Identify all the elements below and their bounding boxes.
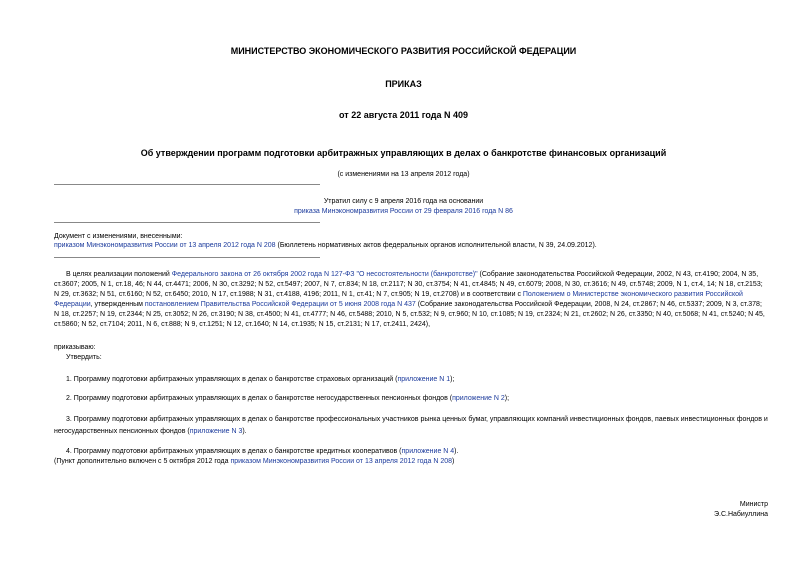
document-type: ПРИКАЗ (385, 79, 422, 89)
document-title: Об утверждении программ подготовки арбитражных управляющих в делах о банкротстве финансовых организаций (140, 148, 667, 158)
list-item (66, 394, 509, 403)
preamble-paragraph (54, 270, 768, 330)
signatory-name: Э.С.Набиуллина (713, 511, 768, 518)
divider (54, 222, 320, 223)
appendix-3-link[interactable]: приложение N 3 (189, 428, 243, 435)
changes-source: (Бюллетень нормативных актов федеральных органов исполнительной власти, N 39, 24.09.2012). (275, 242, 597, 249)
note-tail: ) (452, 458, 455, 465)
changes-line (54, 241, 597, 250)
preamble-text: (Собрание законодательства Российской Федерации, 2002, N 43, ст.4190; 2004, N 35, ст.3607; 2005, N 1, ст.18, 46; N 44, ст.4471; 2006, N 30, ст.3292; N 52, ст.5497; 2007, N 7, ст.834; N 18, ст.2117; N 30, ст.3754; N 41, ст.4845; N 49, ст.6079; 2008, N 30, ст.3616; N 49, ст.5748; 2009, N 1, ст.4, 14; N 18, ст.2153; N 29, ст.3632; N 51, ст.6160; N 52, ст.6450; 2010, N 17, ст.1988; N 31, ст.4188, 4196; 2011, N 1, ст.41; N 7, ст.905; N 19, ст.2708) и в соответствии с (54, 271, 763, 298)
item-text: 3. Программу подготовки арбитражных управляющих в делах о банкротстве профессиональных участников рынка ценных бумаг, управляющих компаний инвестиционных фондов, паевых инвестиционных фондов и негосударственных пенсионных фондов ( (54, 416, 768, 435)
repeal-note: Утратил силу с 9 апреля 2016 года на основании (323, 198, 484, 205)
approve-word: Утвердить: (66, 354, 102, 361)
item-tail: ); (504, 395, 510, 402)
list-item (66, 375, 454, 384)
appendix-2-link[interactable]: приложение N 2 (452, 395, 505, 402)
appendix-4-link[interactable]: приложение N 4 (401, 448, 455, 455)
repeal-order-link[interactable]: приказа Минэкономразвития России от 29 февраля 2016 года N 86 (294, 208, 513, 215)
item4-note (54, 457, 454, 466)
preamble-text: , утвержденным (90, 301, 145, 308)
list-item (66, 447, 458, 456)
changes-label: Документ с изменениями, внесенными: (54, 233, 183, 240)
item-tail: ). (242, 428, 247, 435)
signatory-position: Министр (739, 501, 768, 508)
date-number: от 22 августа 2011 года N 409 (339, 110, 468, 120)
ministry-regulation-link[interactable]: Положением о Министерстве экономического развития Российской Федерации (54, 291, 743, 308)
government-resolution-link[interactable]: постановлением Правительства Российской Федерации от 5 июня 2008 года N 437 (144, 301, 416, 308)
divider (54, 184, 320, 185)
order-word: приказываю: (54, 344, 96, 351)
note-text: (Пункт дополнительно включен с 5 октября 2012 года (54, 458, 231, 465)
item-text: 2. Программу подготовки арбитражных управляющих в делах о банкротстве негосударственных пенсионных фондов ( (66, 395, 453, 402)
item-tail: ). (454, 448, 459, 455)
amending-order-link[interactable]: приказом Минэкономразвития России от 13 апреля 2012 года N 208 (230, 458, 452, 465)
federal-law-link[interactable]: Федерального закона от 26 октября 2002 года N 127-ФЗ "О несостоятельности (банкротстве)" (171, 271, 478, 278)
appendix-1-link[interactable]: приложение N 1 (397, 376, 451, 383)
list-item (54, 414, 770, 438)
item-tail: ); (450, 376, 455, 383)
ministry-heading: МИНИСТЕРСТВО ЭКОНОМИЧЕСКОГО РАЗВИТИЯ РОССИЙСКОЙ ФЕДЕРАЦИИ (230, 46, 577, 56)
item-text: 1. Программу подготовки арбитражных управляющих в делах о банкротстве страховых организаций ( (66, 376, 398, 383)
amendments-note: (с изменениями на 13 апреля 2012 года) (337, 171, 470, 178)
changes-order-link[interactable]: приказом Минэкономразвития России от 13 апреля 2012 года N 208 (54, 242, 276, 249)
preamble-text: (Собрание законодательства Российской Федерации, 2008, N 24, ст.2867; N 46, ст.5337; 2009, N 3, ст.378; N 18, ст.2257; N 19, ст.2344; N 25, ст.3052; N 26, ст.3190; N 38, ст.4500; N 41, ст.4777; N 46, ст.5488; 2010, N 5, ст.532; N 9, ст.960; N 10, ст.1085; N 19, ст.2324; N 21, ст.2602; N 26, ст.3350; N 40, ст.5068; N 41, ст.5240; N 45, ст.5860; N 52, ст.7104; 2011, N 6, ст.888; N 9, ст.1251; N 12, ст.1640; N 14, ст.1935; N 15, ст.2131; N 17, ст.2411, 2424), (54, 301, 765, 328)
preamble-text: В целях реализации положений (66, 271, 172, 278)
divider (54, 257, 320, 258)
item-text: 4. Программу подготовки арбитражных управляющих в делах о банкротстве кредитных кооперативов ( (66, 448, 402, 455)
